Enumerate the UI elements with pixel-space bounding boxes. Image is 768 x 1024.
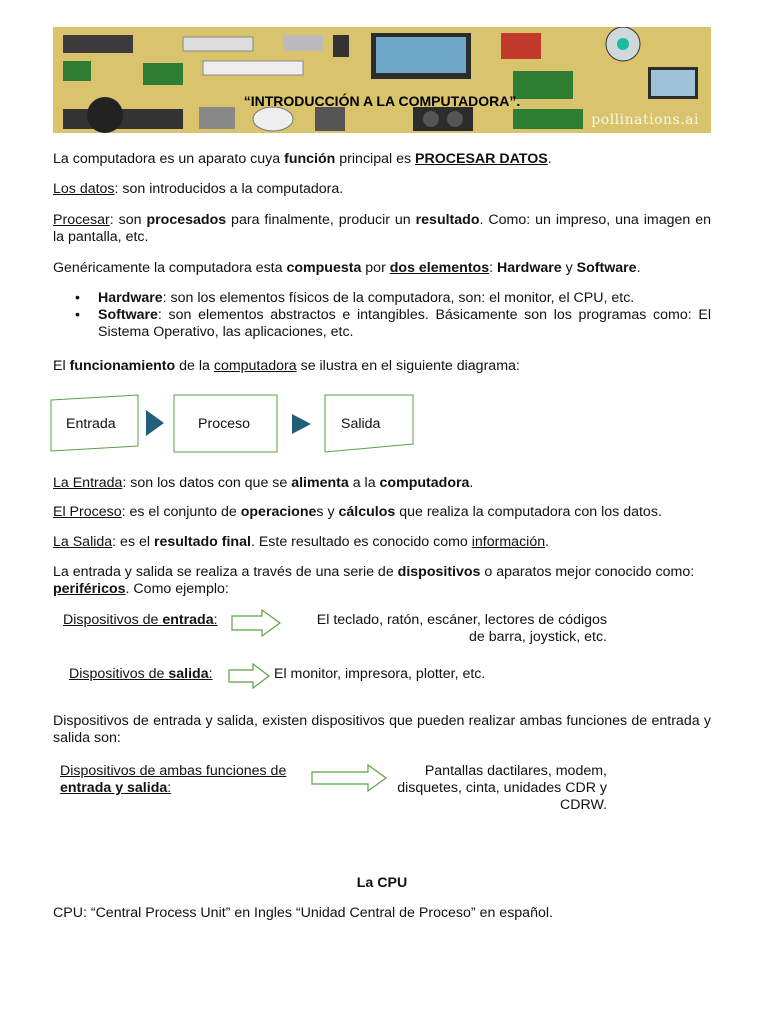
cpu-paragraph: CPU: “Central Process Unit” en Ingles “Unidad Central de Proceso” en español.	[53, 905, 553, 921]
perifericos-paragraph: La entrada y salida se realiza a través de una serie de dispositivos o aparatos mejor conocido como: periféricos. Como ejemplo:	[53, 564, 695, 597]
dev-ambas-desc: Pantallas dactilares, modem, disquetes, cinta, unidades CDR y CDRW.	[397, 763, 607, 813]
dev-ambas-label: Dispositivos de ambas funciones de entrada y salida:	[60, 763, 287, 796]
ambas-paragraph: Dispositivos de entrada y salida, existen dispositivos que pueden realizar ambas funciones de entrada y salida son:	[53, 713, 711, 746]
header-banner-image	[53, 27, 711, 133]
bullet-marker: •	[75, 290, 80, 306]
components-list	[53, 290, 711, 341]
diagram-intro: El funcionamiento de la computadora se ilustra en el siguiente diagrama:	[53, 358, 520, 374]
composition-paragraph: Genéricamente la computadora esta compuesta por dos elementos: Hardware y Software.	[53, 260, 641, 276]
arrow-right-outline-icon	[227, 662, 271, 690]
arrow-right-outline-icon	[230, 608, 282, 638]
dev-salida-desc: El monitor, impresora, plotter, etc.	[274, 666, 486, 682]
dev-salida-label: Dispositivos de salida:	[69, 666, 213, 682]
dev-entrada-label: Dispositivos de entrada:	[63, 612, 218, 628]
list-item-software: • Software: son elementos abstractos e intangibles. Básicamente son los programas como: El Sistema Operativo, las aplicaciones, etc.	[75, 307, 711, 340]
arrow-right-icon	[146, 410, 164, 436]
watermark: pollinations.ai	[591, 112, 699, 128]
datos-paragraph: Los datos: son introducidos a la computadora.	[53, 181, 344, 197]
bullet-marker: •	[75, 307, 80, 323]
list-item-hardware: • Hardware: son los elementos físicos de la computadora, son: el monitor, el CPU, etc.	[75, 290, 635, 306]
entrada-label: Entrada	[66, 416, 116, 432]
cpu-heading: La CPU	[356, 875, 408, 891]
def-salida: La Salida: es el resultado final. Este resultado es conocido como información.	[53, 534, 550, 550]
proceso-label: Proceso	[198, 416, 251, 432]
salida-label: Salida	[341, 416, 381, 432]
banner-title: “INTRODUCCIÓN A LA COMPUTADORA”.	[243, 93, 521, 109]
def-entrada: La Entrada: son los datos con que se alimenta a la computadora.	[53, 475, 474, 491]
dev-entrada-desc: El teclado, ratón, escáner, lectores de códigos de barra, joystick, etc.	[316, 612, 607, 645]
intro-paragraph: La computadora es un aparato cuya función principal es PROCESAR DATOS.	[53, 151, 552, 167]
procesar-paragraph: Procesar: son procesados para finalmente, producir un resultado. Como: un impreso, una imagen en la pantalla, etc.	[53, 212, 712, 245]
def-proceso: El Proceso: es el conjunto de operaciones y cálculos que realiza la computadora con los datos.	[53, 504, 662, 520]
arrow-right-icon	[292, 414, 311, 434]
